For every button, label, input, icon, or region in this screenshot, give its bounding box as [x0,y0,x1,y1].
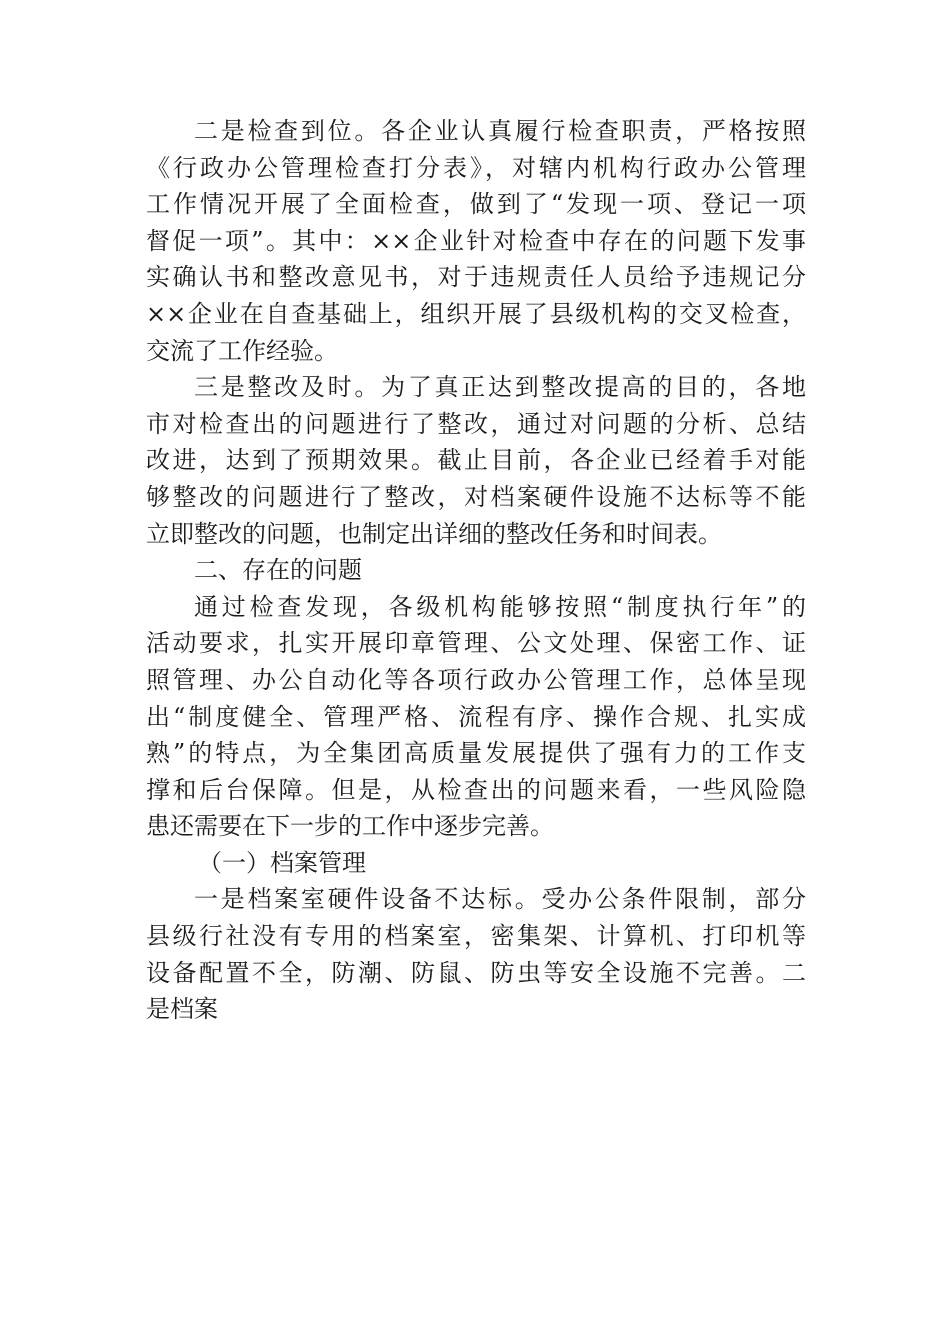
text-line: ××企业在自查基础上，组织开展了县级机构的交叉检查， [146,299,806,328]
text-line: 县级行社没有专用的档案室，密集架、计算机、打印机等 [146,922,806,951]
text-line: 交流了工作经验。 [146,336,338,365]
text-line: 实确认书和整改意见书，对于违规责任人员给予违规记分 [146,263,806,292]
text-line: 三是整改及时。为了真正达到整改提高的目的，各地 [194,373,806,402]
text-line: 通过检查发现，各级机构能够按照“制度执行年”的 [194,592,806,621]
text-line: 二是检查到位。各企业认真履行检查职责，严格按照 [194,117,806,145]
paragraph-inspection-in-place [146,113,806,369]
text-line: 活动要求，扎实开展印章管理、公文处理、保密工作、证 [146,629,806,658]
section-heading-existing-problems: 二、存在的问题 [194,556,362,585]
paragraph-timely-rectification [146,369,806,552]
text-line: 撑和后台保障。但是，从检查出的问题来看，一些风险隐 [146,775,806,804]
subsection-heading-archive-management: （一）档案管理 [198,848,366,877]
text-line: 够整改的问题进行了整改，对档案硬件设施不达标等不能 [146,482,806,511]
text-line: 是档案 [146,995,218,1024]
text-line: 熟”的特点，为全集团高质量发展提供了强有力的工作支 [146,739,806,768]
text-line: 督促一项”。其中：××企业针对检查中存在的问题下发事 [146,226,806,255]
text-line: 一是档案室硬件设备不达标。受办公条件限制，部分 [194,885,806,914]
text-line: 立即整改的问题，也制定出详细的整改任务和时间表。 [146,519,722,548]
text-line: 工作情况开展了全面检查，做到了“发现一项、登记一项 [146,190,806,219]
document-body [146,113,806,1028]
text-line: 设备配置不全，防潮、防鼠、防虫等安全设施不完善。二 [146,958,806,987]
text-line: 照管理、办公自动化等各项行政办公管理工作，总体呈现 [146,665,806,694]
paragraph-archive-hardware [146,881,806,1027]
text-line: 市对检查出的问题进行了整改，通过对问题的分析、总结 [146,409,806,438]
text-line: 出“制度健全、管理严格、流程有序、操作合规、扎实成 [146,702,806,731]
text-line: 患还需要在下一步的工作中逐步完善。 [146,812,554,841]
paragraph-inspection-findings [146,589,806,845]
text-line: 《行政办公管理检查打分表》，对辖内机构行政办公管理 [146,153,806,182]
text-line: 改进，达到了预期效果。截止目前，各企业已经着手对能 [146,446,806,475]
